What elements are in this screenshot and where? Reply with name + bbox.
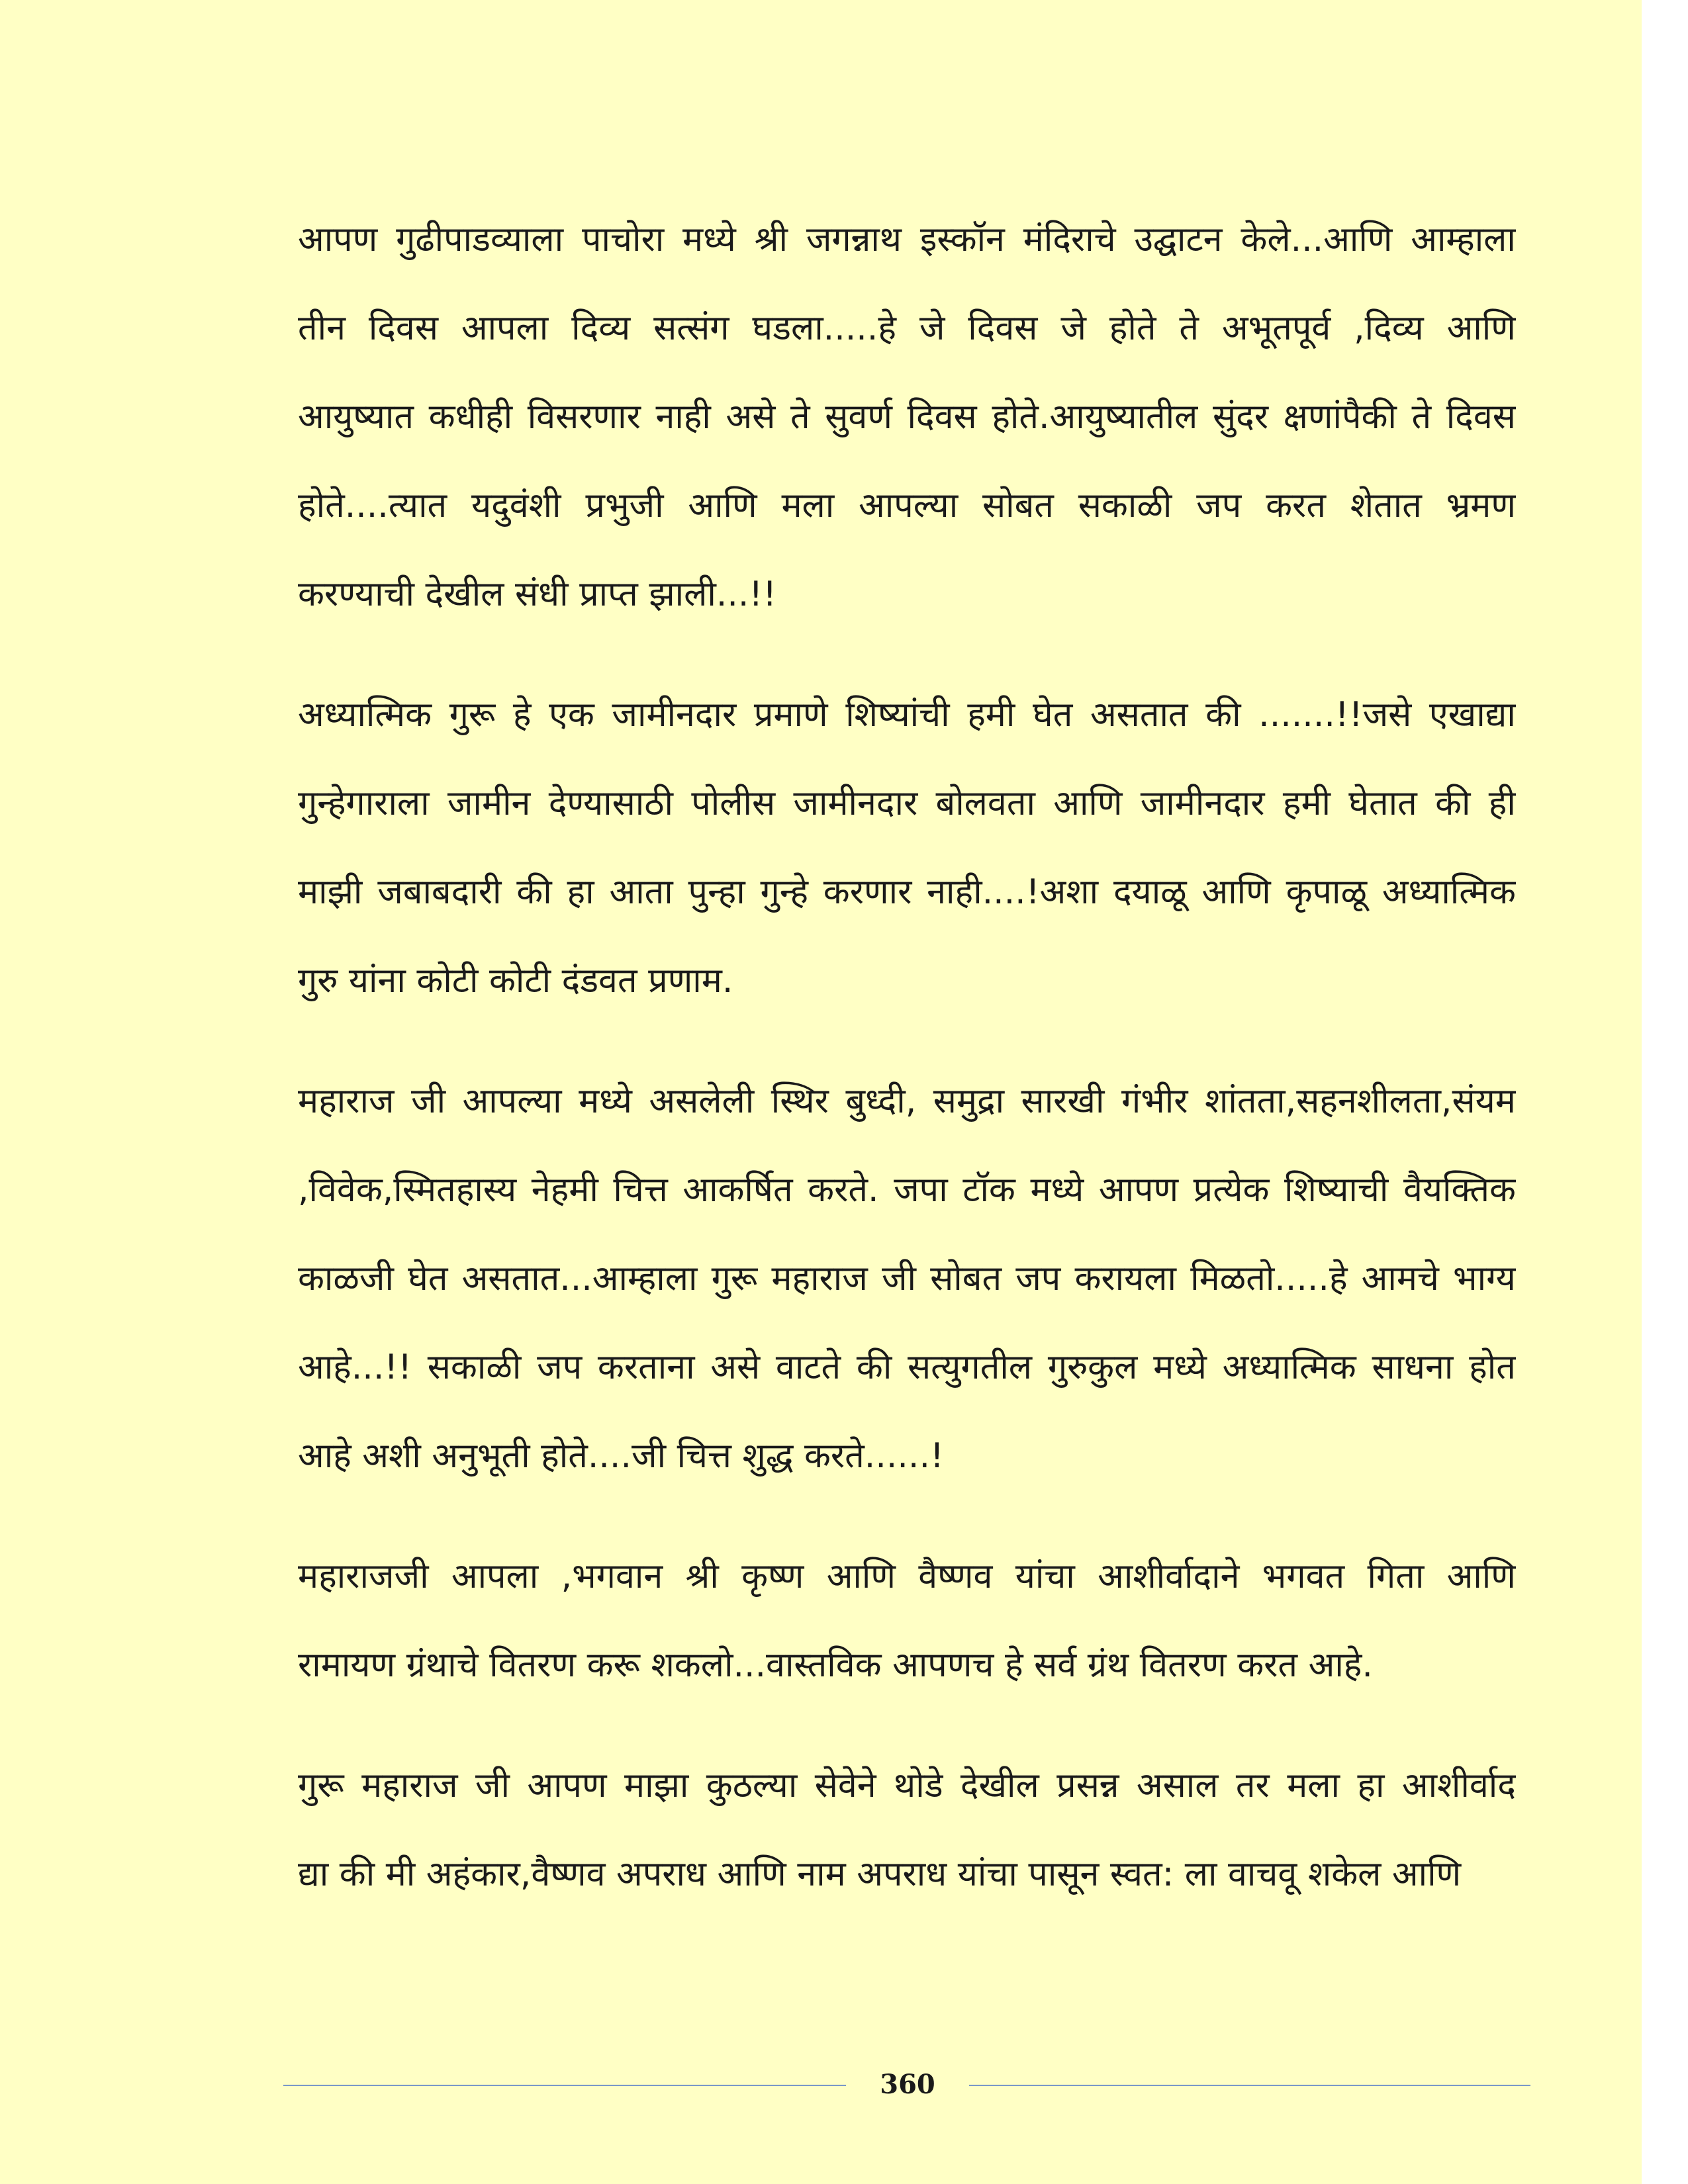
word: आणि	[826, 1557, 896, 1596]
word: करणार	[823, 872, 912, 912]
word: दिवस	[968, 308, 1038, 348]
word: माझी	[298, 872, 363, 912]
word: गुरुकुल	[1047, 1347, 1138, 1387]
word: देखील	[960, 1766, 1039, 1805]
word: हमी	[1282, 784, 1331, 823]
text-line	[298, 1146, 1516, 1234]
word: आता	[609, 872, 673, 912]
word: आपण	[1098, 1170, 1179, 1210]
word: श्री	[685, 1557, 719, 1596]
word: काळजी	[298, 1259, 394, 1298]
word: हा	[1357, 1766, 1385, 1805]
word: तीन	[298, 308, 346, 348]
word: बुध्दी,	[845, 1081, 917, 1121]
word: असलेली	[649, 1081, 755, 1121]
word: घेत	[1032, 695, 1073, 735]
word: आणि	[1053, 784, 1123, 823]
word: की	[1435, 784, 1471, 823]
word: प्रभुजी	[585, 486, 664, 525]
word: सोबत	[930, 1259, 1002, 1298]
page-number: 360	[880, 2069, 935, 2100]
body-text	[298, 195, 1516, 1950]
word: गुरू	[449, 695, 496, 735]
word: होते....त्यात	[298, 486, 447, 525]
word: होत	[1469, 1347, 1516, 1387]
word: यांचा	[1015, 1557, 1075, 1596]
footer-rule-left	[283, 2085, 846, 2086]
word: कधीही	[428, 397, 513, 437]
word: साधना	[1372, 1347, 1454, 1387]
word: की	[1205, 695, 1241, 735]
word: सकाळी	[427, 1347, 522, 1387]
word: मला	[1287, 1766, 1340, 1805]
word: हमी	[967, 695, 1015, 735]
word: केले...आणि	[1241, 220, 1393, 259]
word: ,भगवान	[561, 1557, 663, 1596]
word: अध्यात्मिक	[1222, 1347, 1356, 1387]
word: आपला	[461, 308, 549, 348]
word: असे	[710, 1347, 761, 1387]
text-line: आहे अशी अनुभूती होते....जी चित्त शुद्ध करते......!	[298, 1436, 944, 1476]
word: मंदिराचे	[1023, 220, 1116, 259]
word: देण्यासाठी	[548, 784, 673, 823]
word: घेतात	[1348, 784, 1417, 823]
word: जे	[919, 308, 945, 348]
word: गुढीपाडव्याला	[396, 220, 564, 259]
word: गुन्हे	[760, 872, 808, 912]
word: सुंदर	[1212, 397, 1268, 437]
word: दिव्य	[571, 308, 631, 348]
word: थोडे	[894, 1766, 943, 1805]
word: अभूतपूर्व	[1221, 308, 1331, 348]
word: गुन्हेगाराला	[298, 784, 430, 823]
word: ते	[1411, 397, 1432, 437]
word: जे	[1060, 308, 1086, 348]
text-line	[298, 1741, 1516, 1830]
word: वैष्णव	[918, 1557, 993, 1596]
word: उद्घाटन	[1134, 220, 1223, 259]
word: इस्कॉन	[919, 220, 1005, 259]
word: .......!!जसे	[1258, 695, 1412, 735]
word: जामीनदार	[1140, 784, 1265, 823]
word: आम्हाला	[1411, 220, 1516, 259]
text-line	[298, 1057, 1516, 1146]
text-line: रामायण ग्रंथाचे वितरण करू शकलो...वास्तविक आपणच हे सर्व ग्रंथ वितरण करत आहे.	[298, 1645, 1373, 1685]
word: हे	[512, 695, 532, 735]
paragraph	[298, 670, 1516, 1025]
word: जी	[475, 1766, 510, 1805]
word: माझा	[624, 1766, 689, 1805]
text-line	[298, 1532, 1516, 1621]
text-line	[298, 1234, 1516, 1323]
word: नेहमी	[531, 1170, 598, 1210]
word: प्रमाणे	[753, 695, 828, 735]
text-line	[298, 1323, 1516, 1412]
word: वैयक्तिक	[1403, 1170, 1516, 1210]
word: करायला	[1074, 1259, 1176, 1298]
paragraph	[298, 1057, 1516, 1500]
word: सुवर्ण	[825, 397, 892, 437]
word: की	[856, 1347, 892, 1387]
word: आणि	[1446, 308, 1516, 348]
word: कुठल्या	[706, 1766, 798, 1805]
word: श्री	[754, 220, 788, 259]
word: हा	[567, 872, 594, 912]
word: गिता	[1367, 1557, 1425, 1596]
word: आणि	[688, 486, 757, 525]
word: आहे...!!	[298, 1347, 412, 1387]
word: नाही....!अशा	[927, 872, 1099, 912]
word: सेवेने	[814, 1766, 876, 1805]
word: ते	[1179, 308, 1199, 348]
word: आपण	[298, 220, 378, 259]
word: दिवस	[368, 308, 438, 348]
word: घेत	[408, 1259, 448, 1298]
word: पुन्हा	[688, 872, 745, 912]
word: करताना	[597, 1347, 695, 1387]
word: आपला	[451, 1557, 539, 1596]
word: शिष्याची	[1284, 1170, 1389, 1210]
word: मध्ये	[579, 1081, 632, 1121]
word: आशीर्वादाने	[1098, 1557, 1240, 1596]
word: मिळतो.....हे	[1190, 1259, 1348, 1298]
word: कृष्ण	[741, 1557, 804, 1596]
word: आपण	[527, 1766, 607, 1805]
word: स्थिर	[771, 1081, 829, 1121]
word: समुद्रा	[933, 1081, 1005, 1121]
paragraph	[298, 1741, 1516, 1919]
word: करत	[1266, 486, 1326, 525]
word: मध्ये	[682, 220, 736, 259]
word: महाराज	[771, 1259, 868, 1298]
word: महाराज	[361, 1766, 458, 1805]
word: गुरू	[711, 1259, 758, 1298]
word: महाराजजी	[298, 1557, 429, 1596]
word: मला	[781, 486, 835, 525]
word: मध्ये	[1153, 1347, 1207, 1387]
text-line	[298, 670, 1516, 759]
word: पाचोरा	[581, 220, 665, 259]
text-line	[298, 284, 1516, 373]
word: असे	[726, 397, 776, 437]
word: आपल्या	[462, 1081, 562, 1121]
word: पोलीस	[691, 784, 776, 823]
word: घडला.....हे	[752, 308, 896, 348]
word: तर	[1235, 1766, 1270, 1805]
word: विसरणार	[527, 397, 641, 437]
word: सकाळी	[1078, 486, 1172, 525]
word: आणि	[1201, 872, 1271, 912]
word: जामीनदार	[793, 784, 918, 823]
word: कृपाळू	[1286, 872, 1368, 912]
word: ,विवेक,स्मितहास्य	[298, 1170, 517, 1210]
word: यदुवंशी	[471, 486, 561, 525]
paragraph	[298, 1532, 1516, 1709]
text-line	[298, 195, 1516, 284]
word: प्रसन्न	[1056, 1766, 1119, 1805]
page-footer	[283, 2064, 1530, 2103]
paragraph	[298, 195, 1516, 639]
word: शांतता,सहनशीलता,संयम	[1205, 1081, 1516, 1121]
word: जामीन	[447, 784, 531, 823]
text-line: द्या की मी अहंकार,वैष्णव अपराध आणि नाम अपराध यांचा पासून स्वत: ला वाचवू शकेल आणि	[298, 1854, 1462, 1894]
word: प्रत्येक	[1193, 1170, 1270, 1210]
word: ही	[1488, 784, 1516, 823]
word: भाग्य	[1453, 1259, 1516, 1298]
text-line: करण्याची देखील संधी प्राप्त झाली...!!	[298, 574, 777, 614]
word: एखाद्या	[1429, 695, 1516, 735]
word: जपा	[894, 1170, 948, 1210]
word: क्षणांपैकी	[1283, 397, 1397, 437]
word: आणि	[1446, 1557, 1516, 1596]
word: जप	[1015, 1259, 1061, 1298]
word: आमचे	[1361, 1259, 1439, 1298]
word: जी	[881, 1259, 917, 1298]
text-line	[298, 461, 1516, 550]
word: जप	[1196, 486, 1242, 525]
word: बोलवता	[935, 784, 1035, 823]
word: अध्यात्मिक	[298, 695, 432, 735]
text-line	[298, 848, 1516, 936]
word: आपल्या	[859, 486, 959, 525]
word: असतात	[1090, 695, 1188, 735]
word: आकर्षित	[682, 1170, 793, 1210]
footer-rule-right	[969, 2085, 1530, 2086]
word: जी	[410, 1081, 446, 1121]
word: आयुष्यात	[298, 397, 414, 437]
word: सत्युगतील	[908, 1347, 1033, 1387]
word: जबाबदारी	[377, 872, 502, 912]
word: भ्रमण	[1446, 486, 1516, 525]
word: मध्ये	[1030, 1170, 1084, 1210]
word: नाही	[655, 397, 711, 437]
word: जामीनदार	[612, 695, 737, 735]
word: एक	[549, 695, 594, 735]
word: की	[516, 872, 552, 912]
word: अध्यात्मिक	[1382, 872, 1516, 912]
word: करते.	[808, 1170, 879, 1210]
word: चित्त	[613, 1170, 668, 1210]
word: गुरू	[298, 1766, 344, 1805]
word: दिवस	[907, 397, 977, 437]
word: सोबत	[982, 486, 1054, 525]
word: दिवस	[1446, 397, 1516, 437]
word: आशीर्वाद	[1401, 1766, 1516, 1805]
word: शिष्यांची	[845, 695, 950, 735]
word: जगन्नाथ	[806, 220, 902, 259]
text-line	[298, 373, 1516, 461]
word: टॉक	[962, 1170, 1015, 1210]
text-line	[298, 759, 1516, 848]
word: असाल	[1136, 1766, 1219, 1805]
word: ,दिव्य	[1354, 308, 1424, 348]
word: सारखी	[1021, 1081, 1105, 1121]
word: वाटते	[775, 1347, 841, 1387]
word: ते	[790, 397, 810, 437]
word: दयाळू	[1113, 872, 1187, 912]
word: असतात...आम्हाला	[461, 1259, 698, 1298]
word: महाराज	[298, 1081, 395, 1121]
word: सत्संग	[653, 308, 729, 348]
word: गंभीर	[1121, 1081, 1188, 1121]
word: शेतात	[1350, 486, 1422, 525]
text-line: गुरु यांना कोटी कोटी दंडवत प्रणाम.	[298, 961, 733, 1001]
word: भगवत	[1262, 1557, 1345, 1596]
word: जप	[537, 1347, 583, 1387]
word: होते	[1109, 308, 1156, 348]
word: होते.आयुष्यातील	[992, 397, 1198, 437]
